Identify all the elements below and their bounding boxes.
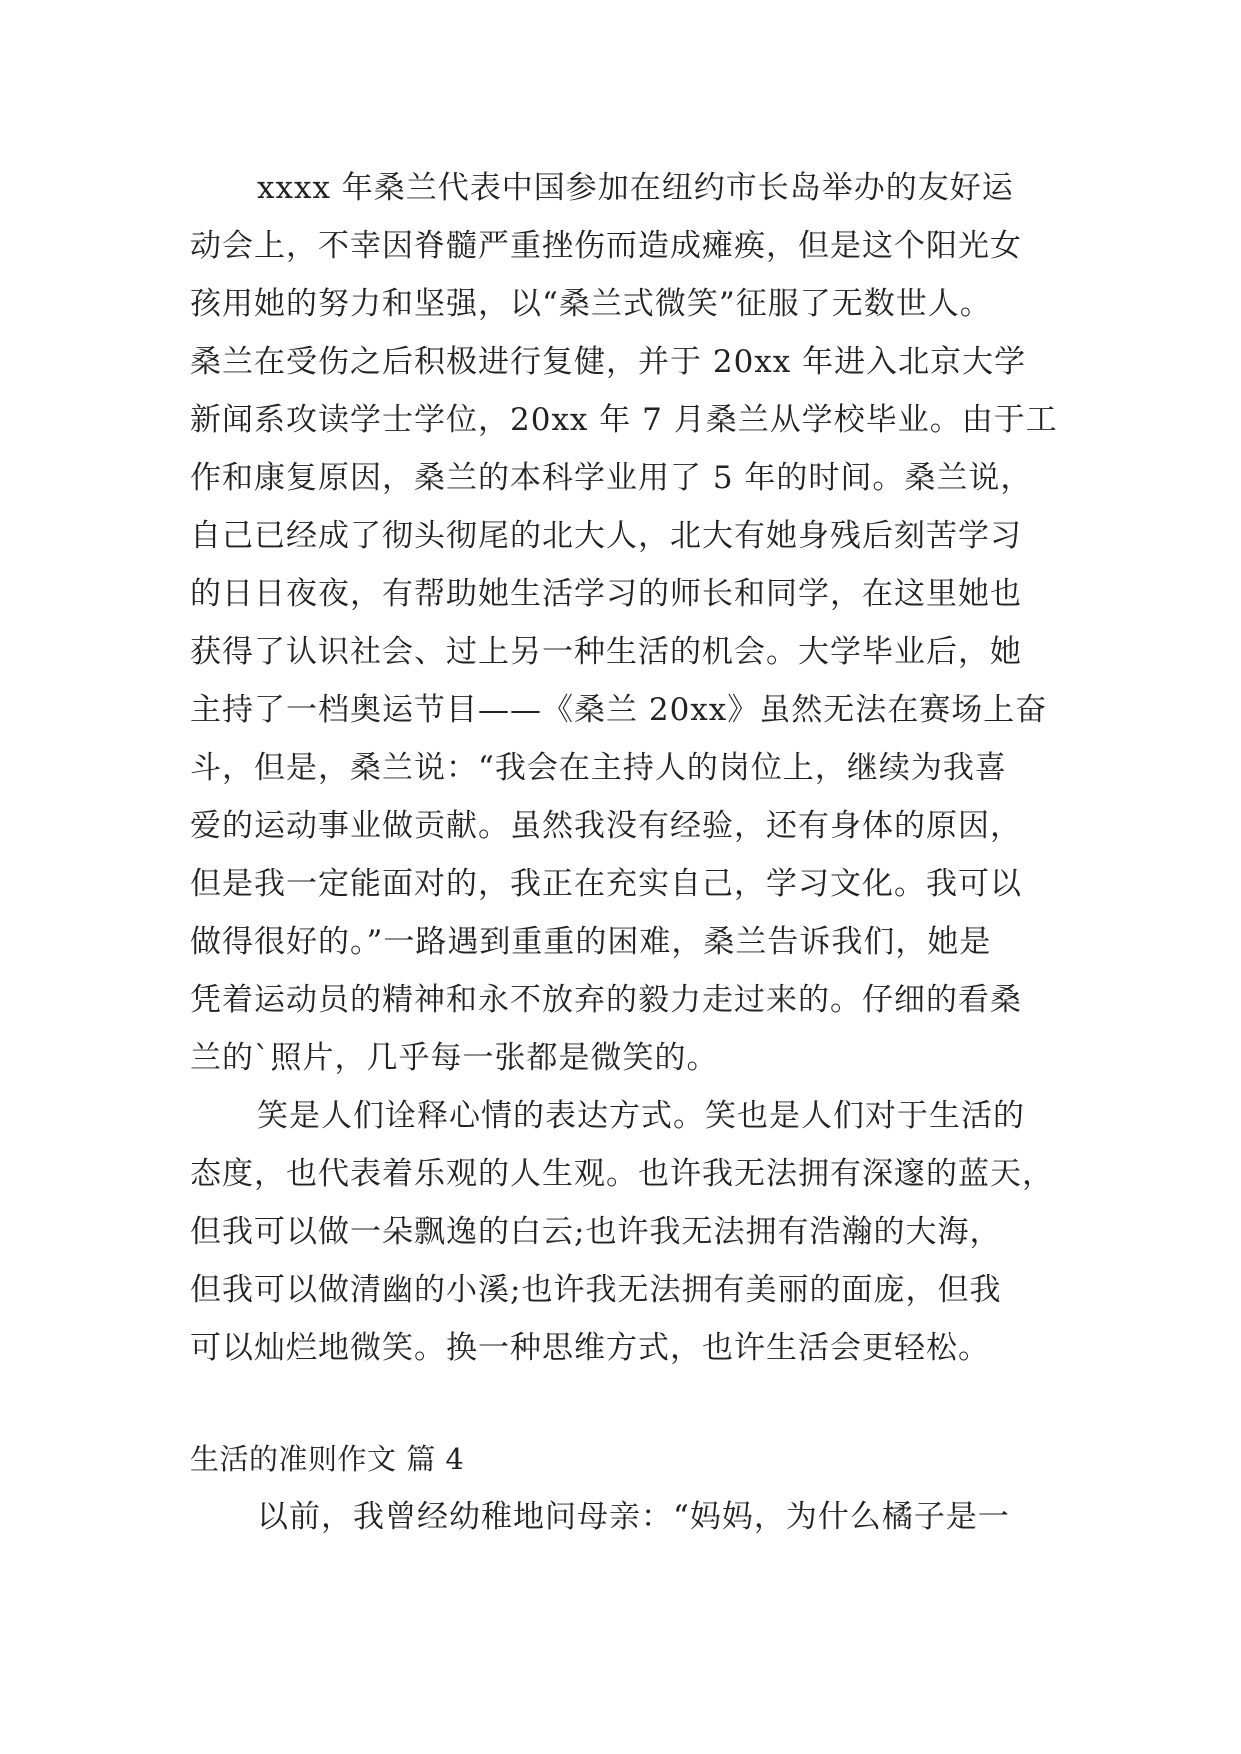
text-line: 可以灿烂地微笑。换一种思维方式，也许生活会更轻松。 — [190, 1330, 990, 1366]
text-line: 以前，我曾经幼稚地问母亲：“妈妈，为什么橘子是一 — [257, 1499, 1010, 1535]
text-line: 爱的运动事业做贡献。虽然我没有经验，还有身体的原因， — [190, 808, 1022, 844]
text-line: 但是我一定能面对的，我正在充实自己，学习文化。我可以 — [190, 866, 1022, 902]
text-line: 态度，也代表着乐观的人生观。也许我无法拥有深邃的蓝天， — [190, 1156, 1054, 1192]
text-line: xxxx 年桑兰代表中国参加在纽约市长岛举办的友好运 — [257, 170, 1014, 206]
text-line: 桑兰在受伤之后积极进行复健，并于 20xx 年进入北京大学 — [190, 344, 1027, 380]
text-line: 新闻系攻读学士学位，20xx 年 7 月桑兰从学校毕业。由于工 — [190, 402, 1058, 438]
text-line: 获得了认识社会、过上另一种生活的机会。大学毕业后，她 — [190, 634, 1022, 670]
text-line: 自己已经成了彻头彻尾的北大人，北大有她身残后刻苦学习 — [190, 518, 1022, 554]
text-line: 孩用她的努力和坚强，以“桑兰式微笑”征服了无数世人。 — [190, 286, 992, 322]
text-line: 做得很好的。”一路遇到重重的困难，桑兰告诉我们，她是 — [190, 924, 992, 960]
text-line: 动会上，不幸因脊髓严重挫伤而造成瘫痪，但是这个阳光女 — [190, 228, 1022, 264]
text-line: 斗，但是，桑兰说：“我会在主持人的岗位上，继续为我喜 — [190, 750, 1007, 786]
text-line: 兰的`照片，几乎每一张都是微笑的。 — [190, 1040, 719, 1076]
text-line: 凭着运动员的精神和永不放弃的毅力走过来的。仔细的看桑 — [190, 982, 1022, 1018]
text-line: 主持了一档奥运节目——《桑兰 20xx》虽然无法在赛场上奋 — [190, 692, 1048, 728]
text-line: 但我可以做一朵飘逸的白云;也许我无法拥有浩瀚的大海， — [190, 1214, 1002, 1250]
text-line: 作和康复原因，桑兰的本科学业用了 5 年的时间。桑兰说， — [190, 460, 1033, 496]
text-line: 但我可以做清幽的小溪;也许我无法拥有美丽的面庞，但我 — [190, 1272, 1002, 1308]
text-line: 笑是人们诠释心情的表达方式。笑也是人们对于生活的 — [257, 1098, 1025, 1134]
section-heading: 生活的准则作文 篇 4 — [190, 1442, 465, 1476]
text-line: 的日日夜夜，有帮助她生活学习的师长和同学，在这里她也 — [190, 576, 1022, 612]
